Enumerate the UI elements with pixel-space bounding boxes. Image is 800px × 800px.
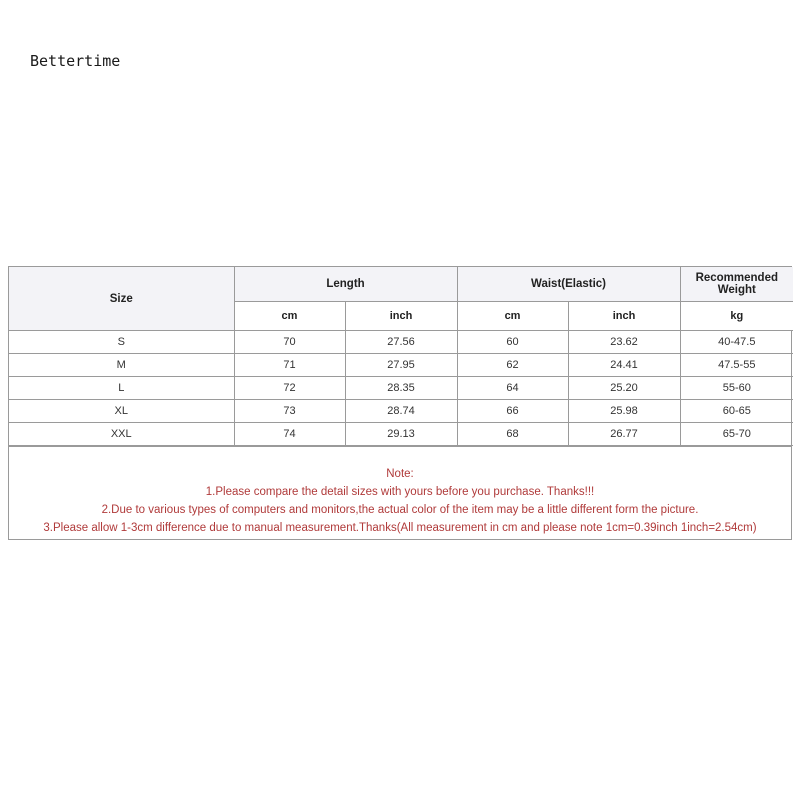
size-chart: [8, 266, 792, 540]
table-row: [9, 354, 793, 377]
cell-length-inch: 27.95: [345, 354, 457, 377]
cell-waist-cm: 66: [457, 400, 568, 423]
note-line-3: 3.Please allow 1-3cm difference due to manual measurement.Thanks(All measurement in cm and please note 1cm=0.39inch 1inch=2.54cm): [43, 522, 757, 534]
header-waist-cm: cm: [457, 302, 568, 331]
cell-waist-inch: 23.62: [568, 331, 680, 354]
cell-length-cm: 71: [234, 354, 345, 377]
cell-weight-kg: 55-60: [680, 377, 793, 400]
cell-size: S: [9, 331, 234, 354]
cell-length-inch: 28.35: [345, 377, 457, 400]
cell-waist-cm: 68: [457, 423, 568, 446]
note-line-2: 2.Due to various types of computers and monitors,the actual color of the item may be a little different form the picture.: [101, 504, 699, 516]
cell-size: XXL: [9, 423, 234, 446]
header-waist: Waist(Elastic): [457, 267, 680, 302]
cell-waist-cm: 62: [457, 354, 568, 377]
note-title: Note:: [386, 468, 414, 480]
cell-waist-inch: 25.20: [568, 377, 680, 400]
header-length: Length: [234, 267, 457, 302]
brand-name: Bettertime: [30, 52, 121, 70]
cell-size: M: [9, 354, 234, 377]
cell-waist-cm: 60: [457, 331, 568, 354]
cell-length-inch: 29.13: [345, 423, 457, 446]
cell-weight-kg: 60-65: [680, 400, 793, 423]
cell-size: L: [9, 377, 234, 400]
header-row-primary: [9, 267, 793, 302]
cell-waist-inch: 24.41: [568, 354, 680, 377]
header-weight-kg: kg: [680, 302, 793, 331]
cell-size: XL: [9, 400, 234, 423]
cell-waist-inch: 25.98: [568, 400, 680, 423]
cell-weight-kg: 65-70: [680, 423, 793, 446]
header-waist-inch: inch: [568, 302, 680, 331]
note-line-1: 1.Please compare the detail sizes with yours before you purchase. Thanks!!!: [205, 486, 595, 498]
cell-length-cm: 74: [234, 423, 345, 446]
cell-length-cm: 70: [234, 331, 345, 354]
cell-waist-cm: 64: [457, 377, 568, 400]
cell-length-cm: 72: [234, 377, 345, 400]
cell-length-cm: 73: [234, 400, 345, 423]
notes-section: [9, 446, 791, 539]
table-row: [9, 423, 793, 446]
header-length-inch: inch: [345, 302, 457, 331]
header-length-cm: cm: [234, 302, 345, 331]
header-size: Size: [9, 267, 234, 331]
cell-weight-kg: 40-47.5: [680, 331, 793, 354]
cell-length-inch: 28.74: [345, 400, 457, 423]
table-row: [9, 400, 793, 423]
size-table: [9, 267, 793, 446]
cell-length-inch: 27.56: [345, 331, 457, 354]
header-recommended-weight: Recommended Weight: [680, 267, 793, 302]
cell-weight-kg: 47.5-55: [680, 354, 793, 377]
cell-waist-inch: 26.77: [568, 423, 680, 446]
table-row: [9, 331, 793, 354]
table-row: [9, 377, 793, 400]
